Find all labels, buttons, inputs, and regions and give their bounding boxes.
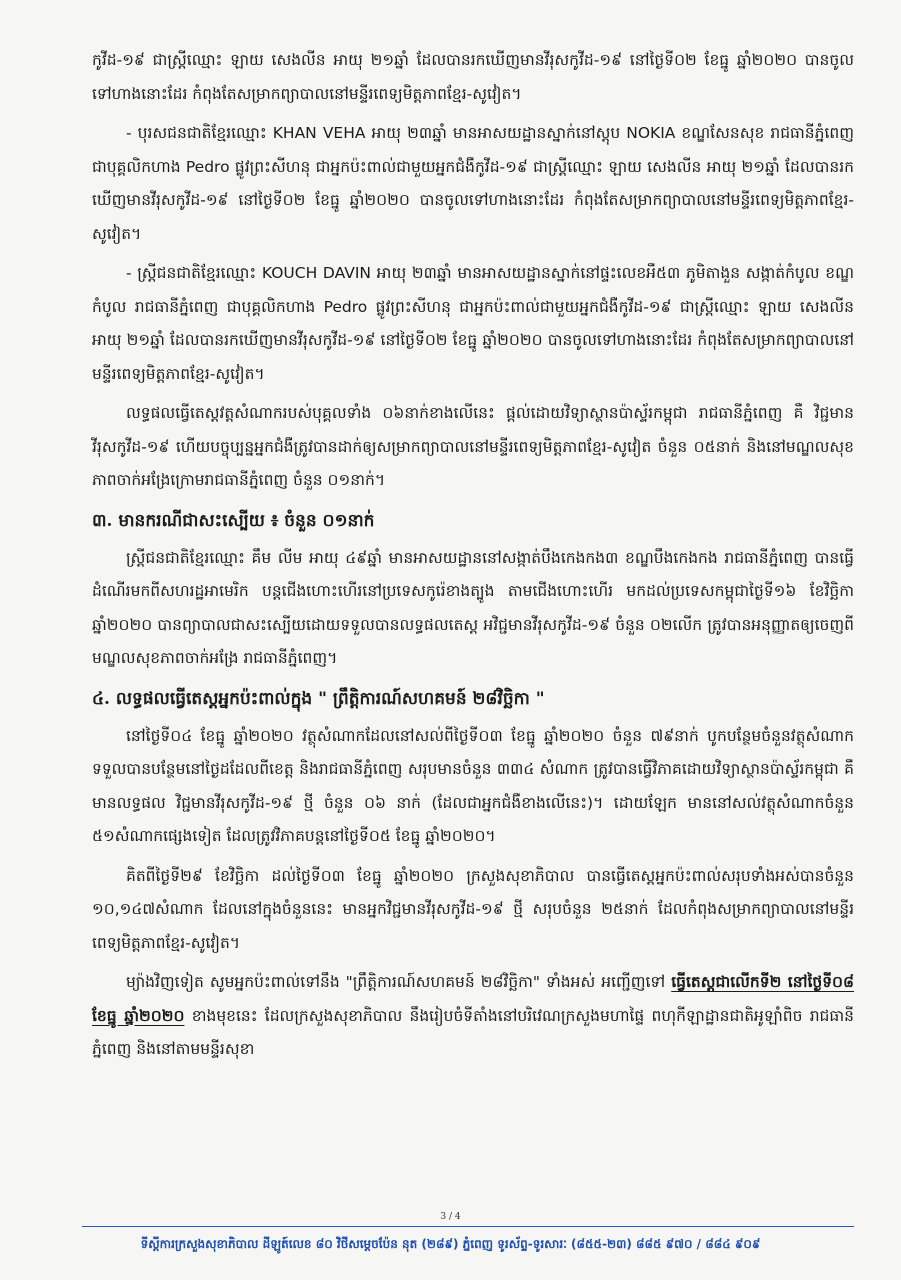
- footer-address: ទីស្តីការក្រសួងសុខាភិបាល ដីឡូត៍លេខ ៨០ វិថីសម្តេចប៉ែន នុត (២៨៩) ភ្នំពេញ ទូរស័ព្ទ-ទូរសារៈ (៨៥៥-២៣) ៨៨៥ ៩៧០ / ៨៨៤ ៩០៩: [140, 1237, 761, 1251]
- paragraph-continuation: កូវីដ-១៩ ជាស្ត្រីឈ្មោះ ឡាយ សេងលីន អាយុ ២១ឆ្នាំ ដែលបានរកឃើញមានវីរុសកូវីដ-១៩ នៅថ្ងៃទី០២ ខែធ្នូ ឆ្នាំ២០២០ បានចូលទៅហាងនោះដែរ កំពុងតែសម្រាកព្យាបាលនៅមន្ទីរពេទ្យមិត្តភាពខ្មែរ-សូវៀត។: [92, 51, 854, 103]
- footer-divider: [82, 1226, 854, 1227]
- section-3-paragraph: ស្ត្រីជនជាតិខ្មែរឈ្មោះ គឹម លីម អាយុ ៤៩ឆ្នាំ មានអាសយដ្ឋាននៅសង្កាត់បឹងកេងកង៣ ខណ្ឌបឹងកេងកង រាជធានីភ្នំពេញ បានធ្វើដំណើរមកពីសហរដ្ឋអាមេរិក បន្តជើងហោះហើរនៅប្រទេសកូរ៉េខាងត្បូង តាមជើងហោះហើរ មកដល់ប្រទេសកម្ពុជាថ្ងៃទី១៦ ខែវិច្ឆិកា ឆ្នាំ២០២០ បានព្យាបាលជាសះស្បើយដោយទទួលបានលទ្ធផលតេស្ត អវិជ្ជមានវីរុសកូវីដ-១៩ ចំនួន ០២លើក ត្រូវបានអនុញ្ញាតឲ្យចេញពីមណ្ឌលសុខភាពចាក់អង្រែ រាជធានីភ្នំពេញ។: [92, 548, 854, 667]
- retest-date-emphasis: ធ្វើតេស្តជាលើកទី២ នៅថ្ងៃទី០៨ ខែធ្នូ ឆ្នាំ២០២០: [92, 973, 854, 1025]
- paragraph-test-results: លទ្ធផលធ្វើតេស្តវត្តសំណាករបស់បុគ្គលទាំង ០៦នាក់ខាងលើនេះ ផ្តល់ដោយវិទ្យាស្ថានប៉ាស្ទ័រកម្ពុជា រាជធានីភ្នំពេញ គឺ វិជ្ជមានវីរុសកូវីដ-១៩ ហើយបច្ចុប្បន្នអ្នកជំងឺត្រូវបានដាក់ឲ្យសម្រាកព្យាបាលនៅមន្ទីរពេទ្យមិត្តភាពខ្មែរ-សូវៀត ចំនួន ០៥នាក់ និងនៅមណ្ឌលសុខភាពចាក់អង្រែក្រោមរាជធានីភ្នំពេញ ចំនួន ០១នាក់។: [92, 404, 854, 489]
- paragraph-khan-veha: - បុរសជនជាតិខ្មែរឈ្មោះ KHAN VEHA អាយុ ២៣ឆ្នាំ មានអាសយដ្ឋានស្នាក់នៅស្តុប NOKIA ខណ្ឌសែនសុខ រាជធានីភ្នំពេញ ជាបុគ្គលិកហាង Pedro ផ្លូវព្រះសីហនុ ជាអ្នកប៉ះពាល់ជាមួយអ្នកជំងឺកូវីដ-១៩ ជាស្ត្រីឈ្មោះ ឡាយ សេងលីន អាយុ ២១ឆ្នាំ ដែលបានរកឃើញមានវីរុសកូវីដ-១៩ នៅថ្ងៃទី០២ ខែធ្នូ ឆ្នាំ២០២០ បានចូលទៅហាងនោះដែរ កំពុងតែសម្រាកព្យាបាលនៅមន្ទីរពេទ្យមិត្តភាពខ្មែរ-សូវៀត។: [92, 124, 854, 243]
- paragraph-kouch-davin: - ស្ត្រីជនជាតិខ្មែរឈ្មោះ KOUCH DAVIN អាយុ ២៣ឆ្នាំ មានអាសយដ្ឋានស្នាក់នៅផ្ទះលេខអឺ៥៣ ភូមិតាងួន សង្កាត់កំបូល ខណ្ឌកំបូល រាជធានីភ្នំពេញ ជាបុគ្គលិកហាង Pedro ផ្លូវព្រះសីហនុ ជាអ្នកប៉ះពាល់ជាមួយអ្នកជំងឺកូវីដ-១៩ ជាស្ត្រីឈ្មោះ ឡាយ សេងលីន អាយុ ២១ឆ្នាំ ដែលបានរកឃើញមានវីរុសកូវីដ-១៩ នៅថ្ងៃទី០២ ខែធ្នូ ឆ្នាំ២០២០ បានចូលទៅហាងនោះដែរ កំពុងតែសម្រាកព្យាបាលនៅមន្ទីរពេទ្យមិត្តភាពខ្មែរ-សូវៀត។: [92, 264, 854, 383]
- section-3-heading: ៣. មានករណីជាសះស្បើយ ៖ ចំនួន ០១នាក់: [92, 510, 375, 531]
- page-number: 3 / 4: [440, 1212, 461, 1222]
- section-4-paragraph-3: [92, 966, 854, 1067]
- paragraph-text-after: ខាងមុខនេះ ដែលក្រសួងសុខាភិបាល នឹងរៀបចំទីតាំងនៅបរិវេណក្រសួងមហាផ្ទៃ ពហុកីឡាដ្ឋានជាតិអូឡាំពិច រាជធានីភ្នំពេញ និងនៅតាមមន្ទីរសុខា: [92, 1006, 854, 1058]
- section-4-heading: ៤. លទ្ធផលធ្វើតេស្តអ្នកប៉ះពាល់ក្នុង " ព្រឹត្តិការណ៍សហគមន៍ ២៨វិច្ឆិកា ": [92, 688, 545, 709]
- section-4-paragraph-1: នៅថ្ងៃទី០៤ ខែធ្នូ ឆ្នាំ២០២០ វត្ថុសំណាកដែលនៅសល់ពីថ្ងៃទី០៣ ខែធ្នូ ឆ្នាំ២០២០ ចំនួន ៧៩នាក់ បូកបន្ថែមចំនួនវត្ថុសំណាកទទួលបានបន្ថែមនៅថ្ងៃដដែលពីខេត្ត និងរាជធានីភ្នំពេញ សរុបមានចំនួន ៣៣៤ សំណាក ត្រូវបានធ្វើវិភាគដោយវិទ្យាស្ថានប៉ាស្ទ័រកម្ពុជា គឺមានលទ្ធផល វិជ្ជមានវីរុសកូវីដ-១៩ ថ្មី ចំនួន ០៦ នាក់ (ដែលជាអ្នកជំងឺខាងលើនេះ)។ ដោយឡែក មាននៅសល់វត្ថុសំណាកចំនួន ៥១សំណាកផ្សេងទៀត ដែលត្រូវវិភាគបន្តនៅថ្ងៃទី០៥ ខែធ្នូ ឆ្នាំ២០២០។: [92, 726, 854, 845]
- paragraph-text-before: ម្យ៉ាងវិញទៀត សូមអ្នកប៉ះពាល់ទៅនឹង "ព្រឹត្តិការណ៍សហគមន៍ ២៨វិច្ឆិកា" ទាំងអស់ អញ្ជើញទៅ: [126, 973, 672, 991]
- section-4-paragraph-2: គិតពីថ្ងៃទី២៩ ខែវិច្ឆិកា ដល់ថ្ងៃទី០៣ ខែធ្នូ ឆ្នាំ២០២០ ក្រសួងសុខាភិបាល បានធ្វើតេស្តអ្នកប៉ះពាល់សរុបទាំងអស់បានចំនួន ១០,១៤៧សំណាក ដែលនៅក្នុងចំនួននេះ មានអ្នកវិជ្ជមានវីរុសកូវីដ-១៩ ថ្មី សរុបចំនួន ២៥នាក់ ដែលកំពុងសម្រាកព្យាបាលនៅមន្ទីរពេទ្យមិត្តភាពខ្មែរ-សូវៀត។: [92, 866, 854, 952]
- document-body: [92, 44, 854, 1073]
